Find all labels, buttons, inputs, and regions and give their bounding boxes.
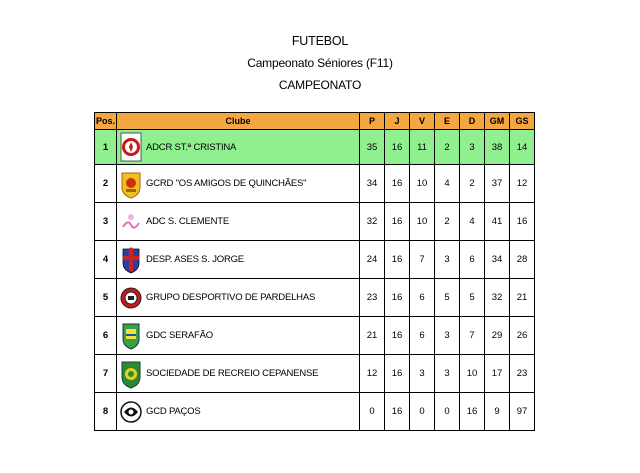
club-name: GCRD "OS AMIGOS DE QUINCHÃES"	[146, 178, 307, 189]
won-cell: 3	[410, 355, 435, 393]
goals-for-cell: 32	[485, 279, 510, 317]
lost-cell: 7	[460, 317, 485, 355]
table-row	[95, 317, 535, 355]
won-cell: 0	[410, 393, 435, 431]
drawn-cell: 2	[435, 130, 460, 165]
drawn-cell: 3	[435, 241, 460, 279]
crest-green-yellow-icon	[120, 359, 142, 389]
goals-against-cell: 21	[510, 279, 535, 317]
col-goals-against: GS	[510, 113, 535, 130]
goals-for-cell: 41	[485, 203, 510, 241]
position-cell: 8	[95, 393, 117, 431]
lost-cell: 2	[460, 165, 485, 203]
drawn-cell: 3	[435, 355, 460, 393]
goals-for-cell: 34	[485, 241, 510, 279]
won-cell: 11	[410, 130, 435, 165]
drawn-cell: 2	[435, 203, 460, 241]
goals-against-cell: 26	[510, 317, 535, 355]
lost-cell: 6	[460, 241, 485, 279]
club-cell	[117, 393, 360, 431]
points-cell: 0	[360, 393, 385, 431]
table-row	[95, 130, 535, 165]
table-row	[95, 355, 535, 393]
standings-table	[94, 112, 535, 431]
position-cell: 2	[95, 165, 117, 203]
position-cell: 1	[95, 130, 117, 165]
drawn-cell: 4	[435, 165, 460, 203]
position-cell: 4	[95, 241, 117, 279]
sport-title: FUTEBOL	[291, 34, 349, 48]
crest-red-circle-icon	[120, 283, 142, 313]
goals-for-cell: 9	[485, 393, 510, 431]
points-cell: 32	[360, 203, 385, 241]
club-name: GRUPO DESPORTIVO DE PARDELHAS	[146, 292, 316, 303]
phase-title: CAMPEONATO	[278, 78, 362, 92]
club-name: ADC S. CLEMENTE	[146, 216, 230, 227]
played-cell: 16	[385, 130, 410, 165]
page-header	[0, 30, 640, 96]
club-name: ADCR ST.ª CRISTINA	[146, 141, 237, 153]
col-points: P	[360, 113, 385, 130]
goals-for-cell: 17	[485, 355, 510, 393]
played-cell: 16	[385, 355, 410, 393]
crest-blue-red-icon	[120, 245, 142, 275]
col-played: J	[385, 113, 410, 130]
col-goals-for: GM	[485, 113, 510, 130]
col-won: V	[410, 113, 435, 130]
position-cell: 3	[95, 203, 117, 241]
club-cell	[117, 279, 360, 317]
goals-against-cell: 97	[510, 393, 535, 431]
played-cell: 16	[385, 165, 410, 203]
points-cell: 21	[360, 317, 385, 355]
goals-for-cell: 37	[485, 165, 510, 203]
points-cell: 23	[360, 279, 385, 317]
drawn-cell: 5	[435, 279, 460, 317]
points-cell: 34	[360, 165, 385, 203]
drawn-cell: 3	[435, 317, 460, 355]
club-name: GDC SERAFÃO	[146, 330, 213, 341]
col-drawn: E	[435, 113, 460, 130]
won-cell: 6	[410, 317, 435, 355]
goals-against-cell: 28	[510, 241, 535, 279]
club-cell	[117, 317, 360, 355]
col-club: Clube	[117, 113, 360, 130]
club-name: SOCIEDADE DE RECREIO CEPANENSE	[146, 368, 319, 379]
header-row	[95, 113, 535, 130]
lost-cell: 4	[460, 203, 485, 241]
goals-for-cell: 38	[485, 130, 510, 165]
won-cell: 7	[410, 241, 435, 279]
crest-gold-icon	[120, 169, 142, 199]
played-cell: 16	[385, 241, 410, 279]
club-name: GCD PAÇOS	[146, 406, 201, 417]
lost-cell: 5	[460, 279, 485, 317]
goals-against-cell: 23	[510, 355, 535, 393]
club-cell	[117, 241, 360, 279]
crest-black-white-icon	[120, 397, 142, 427]
points-cell: 24	[360, 241, 385, 279]
crest-green-icon	[120, 321, 142, 351]
position-cell: 6	[95, 317, 117, 355]
club-cell	[117, 130, 360, 165]
won-cell: 10	[410, 165, 435, 203]
drawn-cell: 0	[435, 393, 460, 431]
crest-pink-icon	[120, 207, 142, 237]
col-lost: D	[460, 113, 485, 130]
club-cell	[117, 355, 360, 393]
competition-title: Campeonato Séniores (F11)	[247, 56, 393, 70]
won-cell: 10	[410, 203, 435, 241]
table-row	[95, 393, 535, 431]
table-row	[95, 203, 535, 241]
crest-red-icon	[120, 132, 142, 162]
club-cell	[117, 203, 360, 241]
position-cell: 7	[95, 355, 117, 393]
played-cell: 16	[385, 393, 410, 431]
table-row	[95, 165, 535, 203]
club-name: DESP. ASES S. JORGE	[146, 254, 244, 265]
lost-cell: 3	[460, 130, 485, 165]
goals-for-cell: 29	[485, 317, 510, 355]
played-cell: 16	[385, 317, 410, 355]
points-cell: 12	[360, 355, 385, 393]
goals-against-cell: 16	[510, 203, 535, 241]
club-cell	[117, 165, 360, 203]
played-cell: 16	[385, 279, 410, 317]
played-cell: 16	[385, 203, 410, 241]
lost-cell: 10	[460, 355, 485, 393]
points-cell: 35	[360, 130, 385, 165]
goals-against-cell: 14	[510, 130, 535, 165]
col-pos: Pos.	[95, 113, 117, 130]
position-cell: 5	[95, 279, 117, 317]
won-cell: 6	[410, 279, 435, 317]
goals-against-cell: 12	[510, 165, 535, 203]
table-row	[95, 241, 535, 279]
lost-cell: 16	[460, 393, 485, 431]
table-row	[95, 279, 535, 317]
